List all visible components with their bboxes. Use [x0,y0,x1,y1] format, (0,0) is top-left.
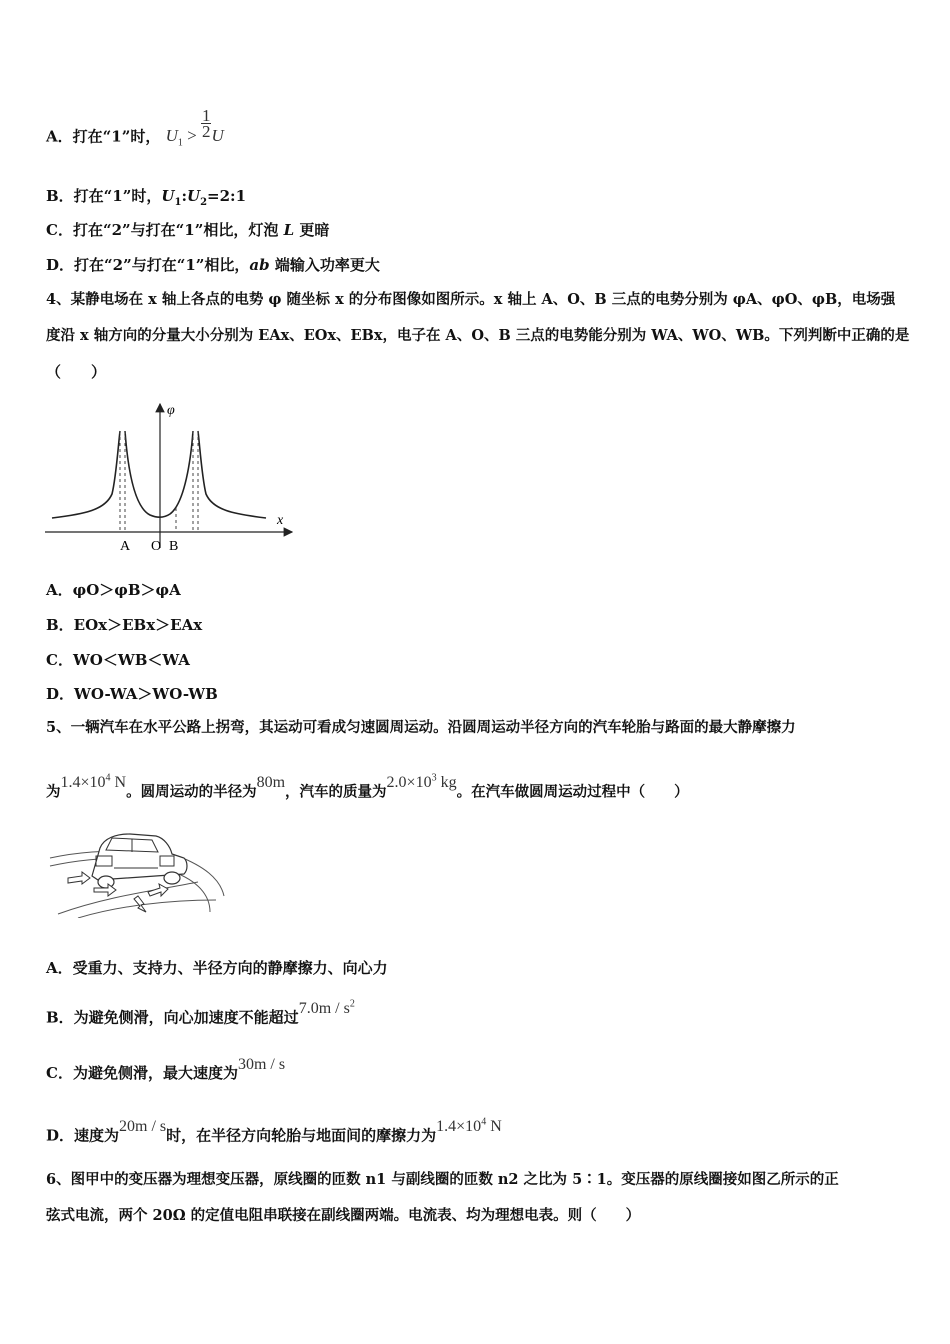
q4-option-d: D．WO-WA＞WO-WB [46,685,218,703]
q4-option-a: A．φO＞φB＞φA [46,581,181,599]
right-curve [198,431,266,518]
label-o: O [151,539,162,554]
prev-option-d: D．打在“2”与打在“1”相比，ab 端输入功率更大 [46,256,380,274]
q5-option-c: C．为避免侧滑，最大速度为30m / s [46,1056,286,1082]
mass-value: $2.0\times 10^3$ kg [386,773,457,792]
label-a: A [120,539,131,554]
q6-stem-line-1: 6、图甲中的变压器为理想变压器，原线圈的匝数 n1 与副线圈的匝数 n2 之比为 5∶1。变压器的原线圈接如图乙所示的正 [46,1171,839,1188]
acceleration-value: $7.0m / s^2$ [298,999,355,1018]
q5-stem-line-1: 5、一辆汽车在水平公路上拐弯，其运动可看成匀速圆周运动。沿圆周运动半径方向的汽车轮胎与路面的最大静摩擦力 [46,719,796,736]
q6-stem-line-2: 弦式电流，两个 20Ω 的定值电阻串联接在副线圈两端。电流表、均为理想电表。则（ ） [46,1207,641,1224]
option-a-formula: $U_1$ > $\frac{1}{2}$ U [165,106,224,149]
label-b: B [169,539,179,554]
prev-option-a: A．打在“1”时， $U_1$ > $\frac{1}{2}$ U [46,106,224,149]
friction-value: $1.4\times 10^4$ N [60,773,127,792]
q4-option-b: B．EOx＞EBx＞EAx [46,616,203,634]
q5-option-d: D．速度为20m / s时，在半径方向轮胎与地面间的摩擦力为$1.4\times 10^4$ N [46,1117,502,1145]
x-axis-label: x [277,513,284,528]
q5-option-b: B．为避免侧滑，向心加速度不能超过$7.0m / s^2$ [46,999,355,1027]
q4-stem-line-2: 度沿 x 轴方向的分量大小分别为 EAx、EOx、EBx，电子在 A、O、B 三点的电势能分别为 WA、WO、WB。下列判断中正确的是 [46,327,910,344]
q4-potential-graph [40,398,300,558]
max-speed-value: 30m / s [237,1056,286,1073]
prev-option-b: B．打在“1”时，$U_1:U_2=2:1$ [46,187,247,208]
speed-value: 20m / s [119,1118,167,1136]
q4-option-c: C．WO＜WB＜WA [46,651,190,669]
q5-stem-line-2: 为$1.4\times 10^4$ N。圆周运动的半径为80m，汽车的质量为$2.0\times 10^3$ kg。在汽车做圆周运动过程中（ ） [46,773,689,801]
q4-stem-line-1: 4、某静电场在 x 轴上各点的电势 φ 随坐标 x 的分布图像如图所示。x 轴上 A、O、B 三点的电势分别为 φA、φO、φB，电场强 [46,291,896,308]
q5-option-a: A．受重力、支持力、半径方向的静摩擦力、向心力 [46,959,388,977]
q4-stem-line-3: （ ） [46,363,107,381]
left-curve [52,431,120,518]
middle-curve [125,431,193,517]
radius-value: 80m [256,774,286,792]
friction-force-value: $1.4\times 10^4$ N [436,1117,502,1136]
car-turning-illustration [48,826,228,918]
prev-option-c: C．打在“2”与打在“1”相比，灯泡 L 更暗 [46,221,330,239]
y-axis-label: φ [167,403,175,418]
